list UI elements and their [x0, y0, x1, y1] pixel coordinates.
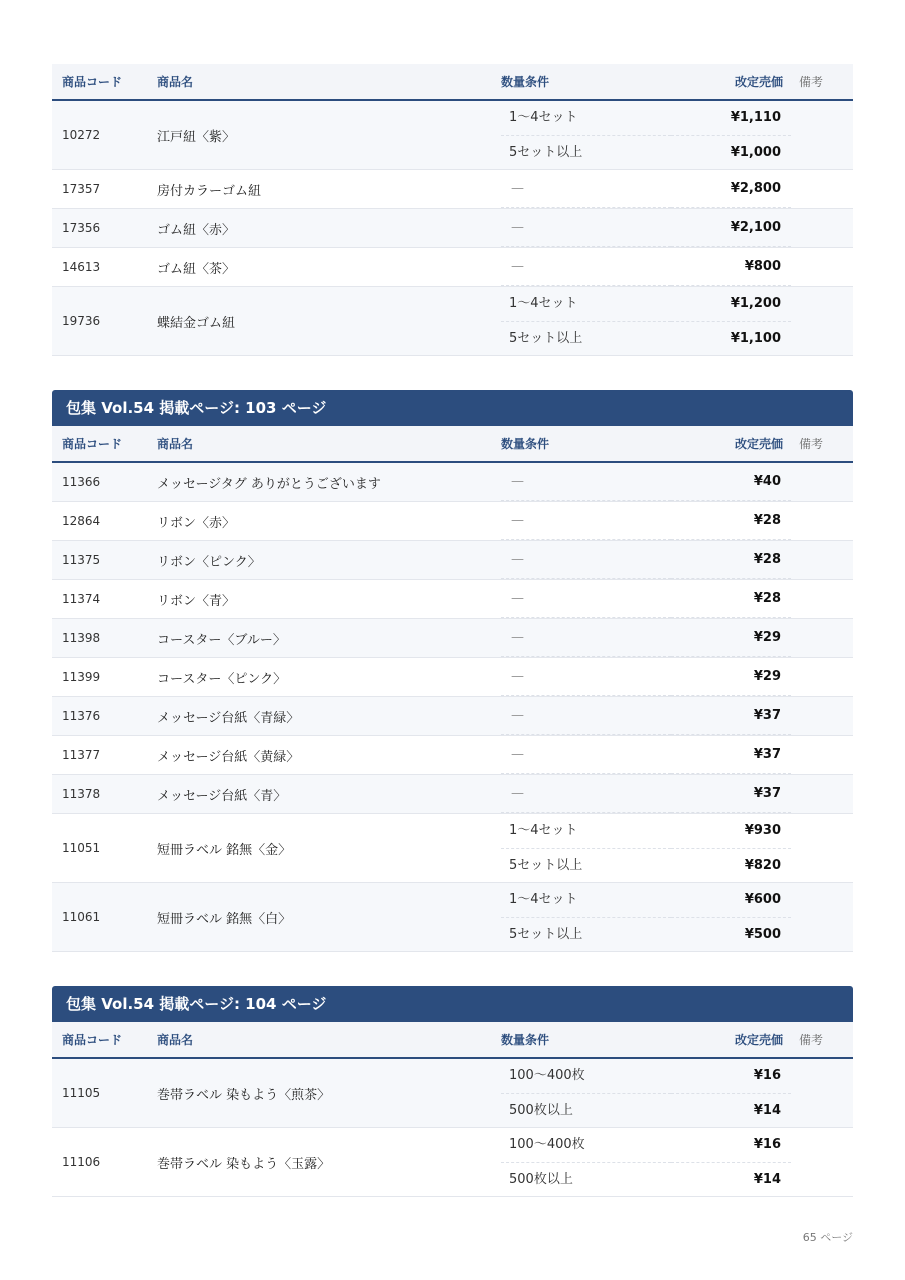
- revised-price: ¥16: [753, 1068, 781, 1083]
- product-name: メッセージ台紙〈黄緑〉: [157, 736, 501, 775]
- product-code: 19736: [52, 287, 157, 356]
- quantity-condition: —: [501, 619, 671, 657]
- header-name: 商品名: [157, 426, 501, 462]
- table-row: [52, 100, 853, 170]
- product-code: 17356: [52, 209, 157, 248]
- quantity-condition: 500枚以上: [501, 1093, 671, 1127]
- note-cell: [791, 287, 853, 356]
- product-name: メッセージ台紙〈青緑〉: [157, 697, 501, 736]
- price-section: [52, 986, 853, 1197]
- quantity-condition: 1～4セット: [509, 892, 578, 907]
- quantity-condition: —: [501, 658, 671, 696]
- product-code: 11106: [52, 1128, 157, 1197]
- header-note: 備考: [791, 1022, 853, 1058]
- table-row: [52, 775, 853, 814]
- quantity-condition: 5セット以上: [501, 321, 671, 355]
- revised-price: ¥2,800: [671, 170, 791, 208]
- table-row: [52, 287, 853, 356]
- revised-price: ¥820: [671, 848, 791, 882]
- header-condition: 数量条件: [501, 1022, 671, 1058]
- product-code: 11366: [52, 462, 157, 502]
- revised-price: ¥16: [753, 1137, 781, 1152]
- note-cell: [791, 697, 853, 736]
- revised-price: ¥1,100: [671, 321, 791, 355]
- revised-price: ¥2,100: [671, 209, 791, 247]
- table-row: [52, 580, 853, 619]
- product-code: 11105: [52, 1058, 157, 1128]
- section-title: 包集 Vol.54 掲載ページ: 103 ページ: [52, 390, 853, 426]
- quantity-condition: —: [501, 541, 671, 579]
- header-price: 改定売価: [671, 426, 791, 462]
- table-header-row: [52, 64, 853, 100]
- quantity-condition: —: [501, 697, 671, 735]
- product-code: 11051: [52, 814, 157, 883]
- note-cell: [791, 1128, 853, 1197]
- table-row: [52, 1128, 853, 1197]
- note-cell: [791, 502, 853, 541]
- product-name: メッセージ台紙〈青〉: [157, 775, 501, 814]
- product-code: 12864: [52, 502, 157, 541]
- header-note: 備考: [791, 426, 853, 462]
- note-cell: [791, 775, 853, 814]
- product-name: コースター〈ブルー〉: [157, 619, 501, 658]
- table-row: [52, 541, 853, 580]
- header-note: 備考: [791, 64, 853, 100]
- revised-price: ¥37: [671, 697, 791, 735]
- product-name: リボン〈赤〉: [157, 502, 501, 541]
- note-cell: [791, 209, 853, 248]
- price-section: [52, 64, 853, 356]
- section-title: 包集 Vol.54 掲載ページ: 104 ページ: [52, 986, 853, 1022]
- table-row: [52, 502, 853, 541]
- product-name: ゴム紐〈茶〉: [157, 248, 501, 287]
- table-header-row: [52, 426, 853, 462]
- note-cell: [791, 580, 853, 619]
- note-cell: [791, 736, 853, 775]
- quantity-condition: 500枚以上: [501, 1162, 671, 1196]
- revised-price: ¥14: [671, 1162, 791, 1196]
- quantity-condition: —: [501, 580, 671, 618]
- table-row: [52, 248, 853, 287]
- price-table: [52, 64, 853, 356]
- header-name: 商品名: [157, 1022, 501, 1058]
- header-condition: 数量条件: [501, 64, 671, 100]
- quantity-condition: 5セット以上: [501, 917, 671, 951]
- note-cell: [791, 1058, 853, 1128]
- quantity-condition: 5セット以上: [501, 135, 671, 169]
- price-list: [52, 64, 853, 1231]
- product-name: 房付カラーゴム紐: [157, 170, 501, 209]
- revised-price: ¥800: [671, 248, 791, 286]
- table-row: [52, 814, 853, 883]
- header-name: 商品名: [157, 64, 501, 100]
- product-code: 11377: [52, 736, 157, 775]
- product-name: メッセージタグ ありがとうございます: [157, 462, 501, 502]
- note-cell: [791, 541, 853, 580]
- product-code: 11398: [52, 619, 157, 658]
- product-name: リボン〈青〉: [157, 580, 501, 619]
- quantity-condition: 1～4セット: [509, 823, 578, 838]
- product-code: 11378: [52, 775, 157, 814]
- table-row: [52, 697, 853, 736]
- note-cell: [791, 658, 853, 697]
- note-cell: [791, 462, 853, 502]
- revised-price: ¥1,200: [730, 296, 781, 311]
- product-name: 巻帯ラベル 染もよう〈煎茶〉: [157, 1058, 501, 1128]
- revised-price: ¥500: [671, 917, 791, 951]
- table-row: [52, 462, 853, 502]
- quantity-condition: 5セット以上: [501, 848, 671, 882]
- quantity-condition: 1～4セット: [509, 296, 578, 311]
- price-section: [52, 390, 853, 952]
- product-name: 江戸紐〈紫〉: [157, 100, 501, 170]
- table-row: [52, 736, 853, 775]
- revised-price: ¥28: [671, 541, 791, 579]
- product-name: ゴム紐〈赤〉: [157, 209, 501, 248]
- quantity-condition: —: [501, 170, 671, 208]
- note-cell: [791, 170, 853, 209]
- header-code: 商品コード: [52, 426, 157, 462]
- product-code: 11375: [52, 541, 157, 580]
- product-name: 短冊ラベル 銘無〈金〉: [157, 814, 501, 883]
- page-number: 65 ページ: [802, 1231, 853, 1244]
- product-code: 11374: [52, 580, 157, 619]
- product-code: 11376: [52, 697, 157, 736]
- table-row: [52, 170, 853, 209]
- revised-price: ¥1,000: [671, 135, 791, 169]
- revised-price: ¥37: [671, 775, 791, 813]
- revised-price: ¥37: [671, 736, 791, 774]
- product-name: 蝶結金ゴム紐: [157, 287, 501, 356]
- revised-price: ¥28: [671, 502, 791, 540]
- table-row: [52, 619, 853, 658]
- product-name: 巻帯ラベル 染もよう〈玉露〉: [157, 1128, 501, 1197]
- quantity-condition: 1～4セット: [509, 110, 578, 125]
- header-condition: 数量条件: [501, 426, 671, 462]
- quantity-condition: —: [501, 736, 671, 774]
- header-code: 商品コード: [52, 1022, 157, 1058]
- note-cell: [791, 883, 853, 952]
- quantity-condition: —: [501, 502, 671, 540]
- note-cell: [791, 248, 853, 287]
- header-code: 商品コード: [52, 64, 157, 100]
- table-row: [52, 209, 853, 248]
- header-price: 改定売価: [671, 1022, 791, 1058]
- quantity-condition: —: [501, 248, 671, 286]
- header-price: 改定売価: [671, 64, 791, 100]
- product-code: 11061: [52, 883, 157, 952]
- table-row: [52, 658, 853, 697]
- revised-price: ¥1,110: [730, 110, 781, 125]
- quantity-condition: —: [501, 775, 671, 813]
- product-code: 11399: [52, 658, 157, 697]
- price-table: [52, 426, 853, 952]
- quantity-condition: —: [501, 463, 671, 501]
- note-cell: [791, 814, 853, 883]
- table-row: [52, 1058, 853, 1128]
- product-name: 短冊ラベル 銘無〈白〉: [157, 883, 501, 952]
- revised-price: ¥40: [671, 463, 791, 501]
- revised-price: ¥28: [671, 580, 791, 618]
- note-cell: [791, 619, 853, 658]
- price-table: [52, 1022, 853, 1197]
- product-name: コースター〈ピンク〉: [157, 658, 501, 697]
- table-header-row: [52, 1022, 853, 1058]
- revised-price: ¥930: [744, 823, 781, 838]
- product-name: リボン〈ピンク〉: [157, 541, 501, 580]
- revised-price: ¥600: [744, 892, 781, 907]
- quantity-condition: 100～400枚: [509, 1068, 585, 1083]
- revised-price: ¥29: [671, 619, 791, 657]
- revised-price: ¥29: [671, 658, 791, 696]
- product-code: 14613: [52, 248, 157, 287]
- product-code: 10272: [52, 100, 157, 170]
- quantity-condition: —: [501, 209, 671, 247]
- table-row: [52, 883, 853, 952]
- product-code: 17357: [52, 170, 157, 209]
- quantity-condition: 100～400枚: [509, 1137, 585, 1152]
- revised-price: ¥14: [671, 1093, 791, 1127]
- note-cell: [791, 100, 853, 170]
